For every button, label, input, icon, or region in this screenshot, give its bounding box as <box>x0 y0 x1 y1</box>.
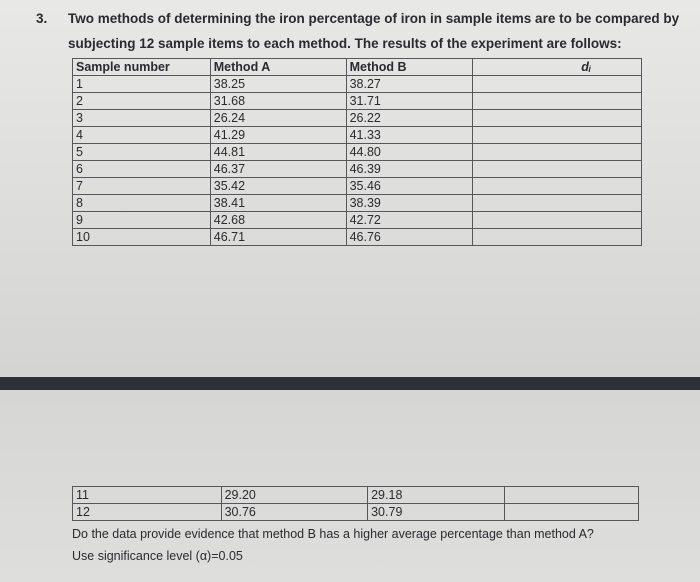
table-row <box>73 229 642 246</box>
table-row <box>73 76 642 93</box>
table-row <box>73 195 642 212</box>
cell-difference[interactable] <box>473 76 642 93</box>
cell-difference[interactable] <box>473 127 642 144</box>
table-row <box>73 127 642 144</box>
cell-difference[interactable] <box>504 504 638 521</box>
table-row <box>73 212 642 229</box>
table-row <box>73 487 639 504</box>
cell-method-b: 46.39 <box>346 161 473 178</box>
cell-difference[interactable] <box>473 212 642 229</box>
cell-method-b: 41.33 <box>346 127 473 144</box>
cell-method-a: 30.76 <box>221 504 368 521</box>
table-row <box>73 144 642 161</box>
question-text-line2: subjecting 12 sample items to each method. The results of the experiment are follows: <box>68 36 622 51</box>
cell-sample: 3 <box>73 110 211 127</box>
table-row <box>73 178 642 195</box>
cell-method-a: 42.68 <box>210 212 346 229</box>
cell-method-b: 31.71 <box>346 93 473 110</box>
table-row <box>73 161 642 178</box>
cell-method-b: 44.80 <box>346 144 473 161</box>
cell-sample: 12 <box>73 504 222 521</box>
cell-method-a: 31.68 <box>210 93 346 110</box>
cell-method-b: 35.46 <box>346 178 473 195</box>
cell-method-b: 29.18 <box>368 487 504 504</box>
cell-sample: 8 <box>73 195 211 212</box>
cell-method-a: 46.37 <box>210 161 346 178</box>
cell-method-a: 41.29 <box>210 127 346 144</box>
results-table-continued <box>72 486 639 521</box>
cell-method-b: 30.79 <box>368 504 504 521</box>
cell-method-b: 26.22 <box>346 110 473 127</box>
cell-sample: 5 <box>73 144 211 161</box>
cell-method-a: 46.71 <box>210 229 346 246</box>
cell-difference[interactable] <box>473 178 642 195</box>
cell-sample: 2 <box>73 93 211 110</box>
table-row <box>73 110 642 127</box>
cell-method-b: 38.39 <box>346 195 473 212</box>
cell-difference[interactable] <box>473 161 642 178</box>
cell-method-a: 29.20 <box>221 487 368 504</box>
header-method-a: Method A <box>210 59 346 76</box>
cell-method-a: 35.42 <box>210 178 346 195</box>
cell-sample: 9 <box>73 212 211 229</box>
divider-bar <box>0 377 700 390</box>
cell-method-b: 46.76 <box>346 229 473 246</box>
cell-sample: 7 <box>73 178 211 195</box>
cell-sample: 6 <box>73 161 211 178</box>
cell-method-a: 38.25 <box>210 76 346 93</box>
header-method-b: Method B <box>346 59 473 76</box>
table-header-row <box>73 59 642 76</box>
header-sample-number: Sample number <box>73 59 211 76</box>
results-table <box>72 58 642 246</box>
cell-method-a: 26.24 <box>210 110 346 127</box>
cell-difference[interactable] <box>473 195 642 212</box>
cell-sample: 10 <box>73 229 211 246</box>
question-number: 3. <box>36 11 48 26</box>
cell-difference[interactable] <box>473 144 642 161</box>
cell-sample: 4 <box>73 127 211 144</box>
cell-method-b: 38.27 <box>346 76 473 93</box>
cell-method-a: 38.41 <box>210 195 346 212</box>
cell-sample: 11 <box>73 487 222 504</box>
cell-method-b: 42.72 <box>346 212 473 229</box>
table-row <box>73 93 642 110</box>
question-text-line1: Two methods of determining the iron percentage of iron in sample items are to be compared by <box>68 11 680 26</box>
cell-sample: 1 <box>73 76 211 93</box>
significance-level: Use significance level (α)=0.05 <box>72 549 243 563</box>
cell-difference[interactable] <box>473 229 642 246</box>
cell-difference[interactable] <box>504 487 638 504</box>
table-row <box>73 504 639 521</box>
cell-difference[interactable] <box>473 110 642 127</box>
cell-difference[interactable] <box>473 93 642 110</box>
followup-question: Do the data provide evidence that method B has a higher average percentage than method A? <box>72 527 594 541</box>
cell-method-a: 44.81 <box>210 144 346 161</box>
header-difference: dᵢ <box>473 59 642 76</box>
